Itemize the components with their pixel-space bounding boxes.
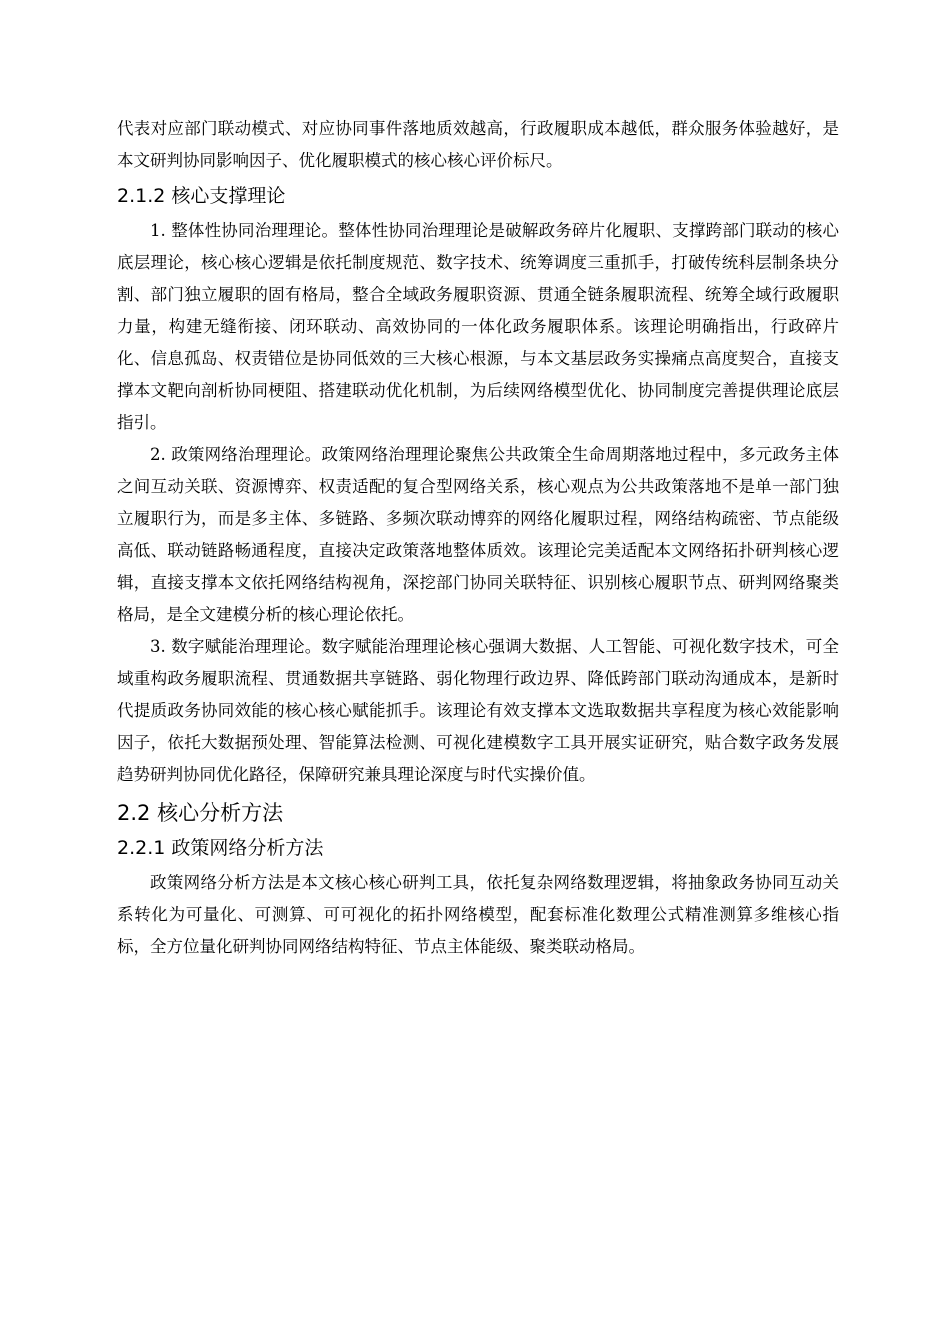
section-heading-2-2-1: 2.2.1 政策网络分析方法 — [117, 837, 324, 859]
theory-paragraph-1: 1. 整体性协同治理理论。整体性协同治理理论是破解政务碎片化履职、支撑跨部门联动的核心底层理论，核心核心逻辑是依托制度规范、数字技术、统筹调度三重抓手，打破传统科层制条块分割、部门独立履职的固有格局，整合全域政务履职资源、贯通全链条履职流程、统筹全域行政履职力量，构建无缝衔接、闭环联动、高效协同的一体化政务履职体系。该理论明确指出，行政碎片化、信息孤岛、权责错位是协同低效的三大核心根源，与本文基层政务实操痛点高度契合，直接支撑本文靶向剖析协同梗阻、搭建联动优化机制，为后续网络模型优化、协同制度完善提供理论底层指引。 — [117, 221, 839, 432]
document-page — [117, 113, 839, 963]
intro-paragraph: 代表对应部门联动模式、对应协同事件落地质效越高，行政履职成本越低，群众服务体验越好，是本文研判协同影响因子、优化履职模式的核心核心评价标尺。 — [117, 119, 839, 170]
theory-paragraph-2: 2. 政策网络治理理论。政策网络治理理论聚焦公共政策全生命周期落地过程中，多元政务主体之间互动关联、资源博弈、权责适配的复合型网络关系，核心观点为公共政策落地不是单一部门独立履职行为，而是多主体、多链路、多频次联动博弈的网络化履职过程，网络结构疏密、节点能级高低、联动链路畅通程度，直接决定政策落地整体质效。该理论完美适配本文网络拓扑研判核心逻辑，直接支撑本文依托网络结构视角，深挖部门协同关联特征、识别核心履职节点、研判网络聚类格局，是全文建模分析的核心理论依托。 — [117, 445, 839, 624]
method-paragraph: 政策网络分析方法是本文核心核心研判工具，依托复杂网络数理逻辑，将抽象政务协同互动关系转化为可量化、可测算、可可视化的拓扑网络模型，配套标准化数理公式精准测算多维核心指标，全方位量化研判协同网络结构特征、节点主体能级、聚类联动格局。 — [117, 873, 839, 956]
section-heading-2-1-2: 2.1.2 核心支撑理论 — [117, 185, 286, 207]
theory-paragraph-3: 3. 数字赋能治理理论。数字赋能治理理论核心强调大数据、人工智能、可视化数字技术，可全域重构政务履职流程、贯通数据共享链路、弱化物理行政边界、降低跨部门联动沟通成本，是新时代提质政务协同效能的核心核心赋能抓手。该理论有效支撑本文选取数据共享程度为核心效能影响因子，依托大数据预处理、智能算法检测、可视化建模数字工具开展实证研究，贴合数字政务发展趋势研判协同优化路径，保障研究兼具理论深度与时代实操价值。 — [117, 637, 839, 784]
section-heading-2-2: 2.2 核心分析方法 — [117, 801, 284, 825]
